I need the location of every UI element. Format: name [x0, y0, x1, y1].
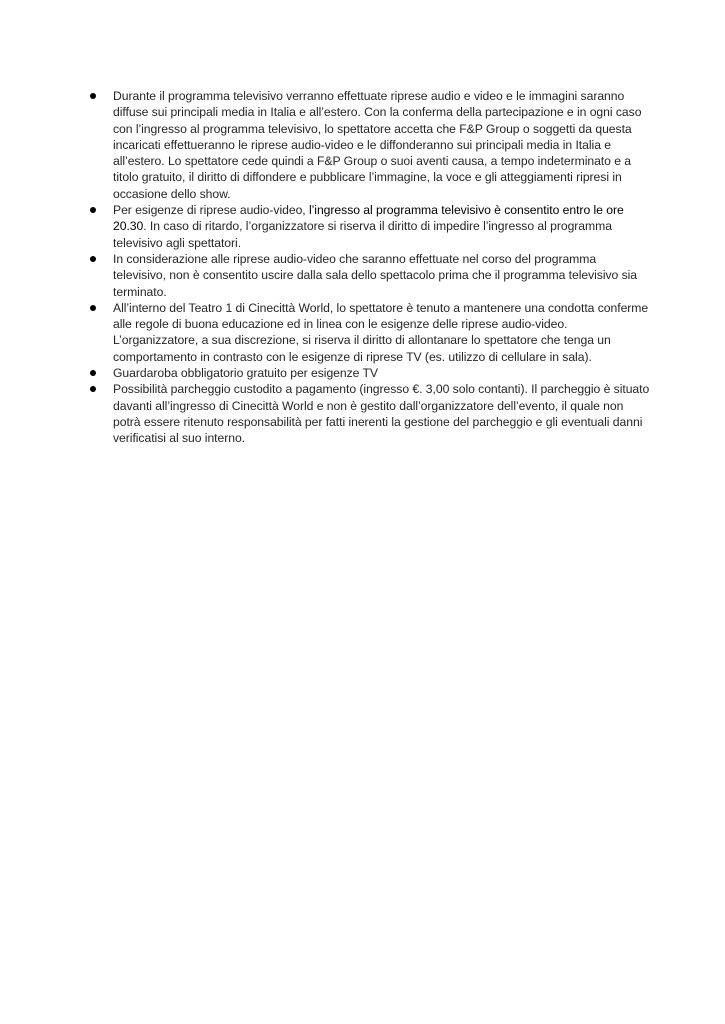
bullet-icon — [90, 370, 96, 376]
list-item-text: Guardaroba obbligatorio gratuito per esigenze TV — [113, 366, 378, 381]
list-item-parking — [86, 381, 652, 446]
rules-bullet-list — [86, 88, 652, 447]
bullet-icon — [90, 256, 96, 262]
list-item-text: Durante il programma televisivo verranno effettuate riprese audio e video e le immagini saranno diffuse sui principali media in Italia e all’estero. Con la conferma della partecipazione e in ogni caso con l’ingresso al programma televisivo, lo spettatore accetta che F&P Group o soggetti da questa incaricati effettueranno le riprese audio-video e le diffonderanno sui principali media in Italia e all’estero. Lo spettatore cede quindi a F&P Group o suoi aventi causa, a tempo indeterminato e a titolo gratuito, il diritto di diffondere e pubblicare l’immagine, la voce e gli atteggiamenti ripresi in occasione dello show. — [113, 89, 642, 201]
list-item-text-before: Per esigenze di riprese audio-video, — [113, 203, 309, 218]
list-item-no-exit — [86, 251, 652, 300]
bullet-icon — [90, 93, 96, 99]
list-item-cloakroom — [86, 365, 652, 381]
bullet-icon — [90, 305, 96, 311]
list-item-text-after: . In caso di ritardo, l’organizzatore si riserva il diritto di impedire l’ingresso al programma televisivo agli spettatori. — [113, 219, 612, 250]
bullet-icon — [90, 207, 96, 213]
list-item-text: In considerazione alle riprese audio-video che saranno effettuate nel corso del programma televisivo, non è consentito uscire dalla sala dello spettacolo prima che il programma televisivo sia terminato. — [113, 251, 638, 299]
list-item-conduct — [86, 300, 652, 365]
list-item-broadcast-consent — [86, 88, 652, 202]
list-item-text: Possibilità parcheggio custodito a pagamento (ingresso €. 3,00 solo contanti). Il parcheggio è situato davanti all’ingresso di Cinecittà World e non è gestito dall’organizzatore dell’evento, il quale non potrà essere ritenuto responsabilità per fatti inerenti la gestione del parcheggio e gli eventuali danni verificatisi al suo interno. — [113, 382, 650, 446]
entry-time-emphasis: l’ingresso al programma televisivo è consentito entro le ore 20.30 — [113, 203, 624, 234]
bullet-icon — [90, 386, 96, 392]
list-item-text — [113, 202, 652, 251]
list-item-entry-time — [86, 202, 652, 251]
list-item-text: All’interno del Teatro 1 di Cinecittà World, lo spettatore è tenuto a mantenere una condotta conferme alle regole di buona educazione ed in linea con le esigenze delle riprese audio-video. L’organizzatore, a sua discrezione, si riserva il diritto di allontanare lo spettatore che tenga un comportamento in contrasto con le esigenze di riprese TV (es. utilizzo di cellulare in sala). — [113, 300, 649, 364]
